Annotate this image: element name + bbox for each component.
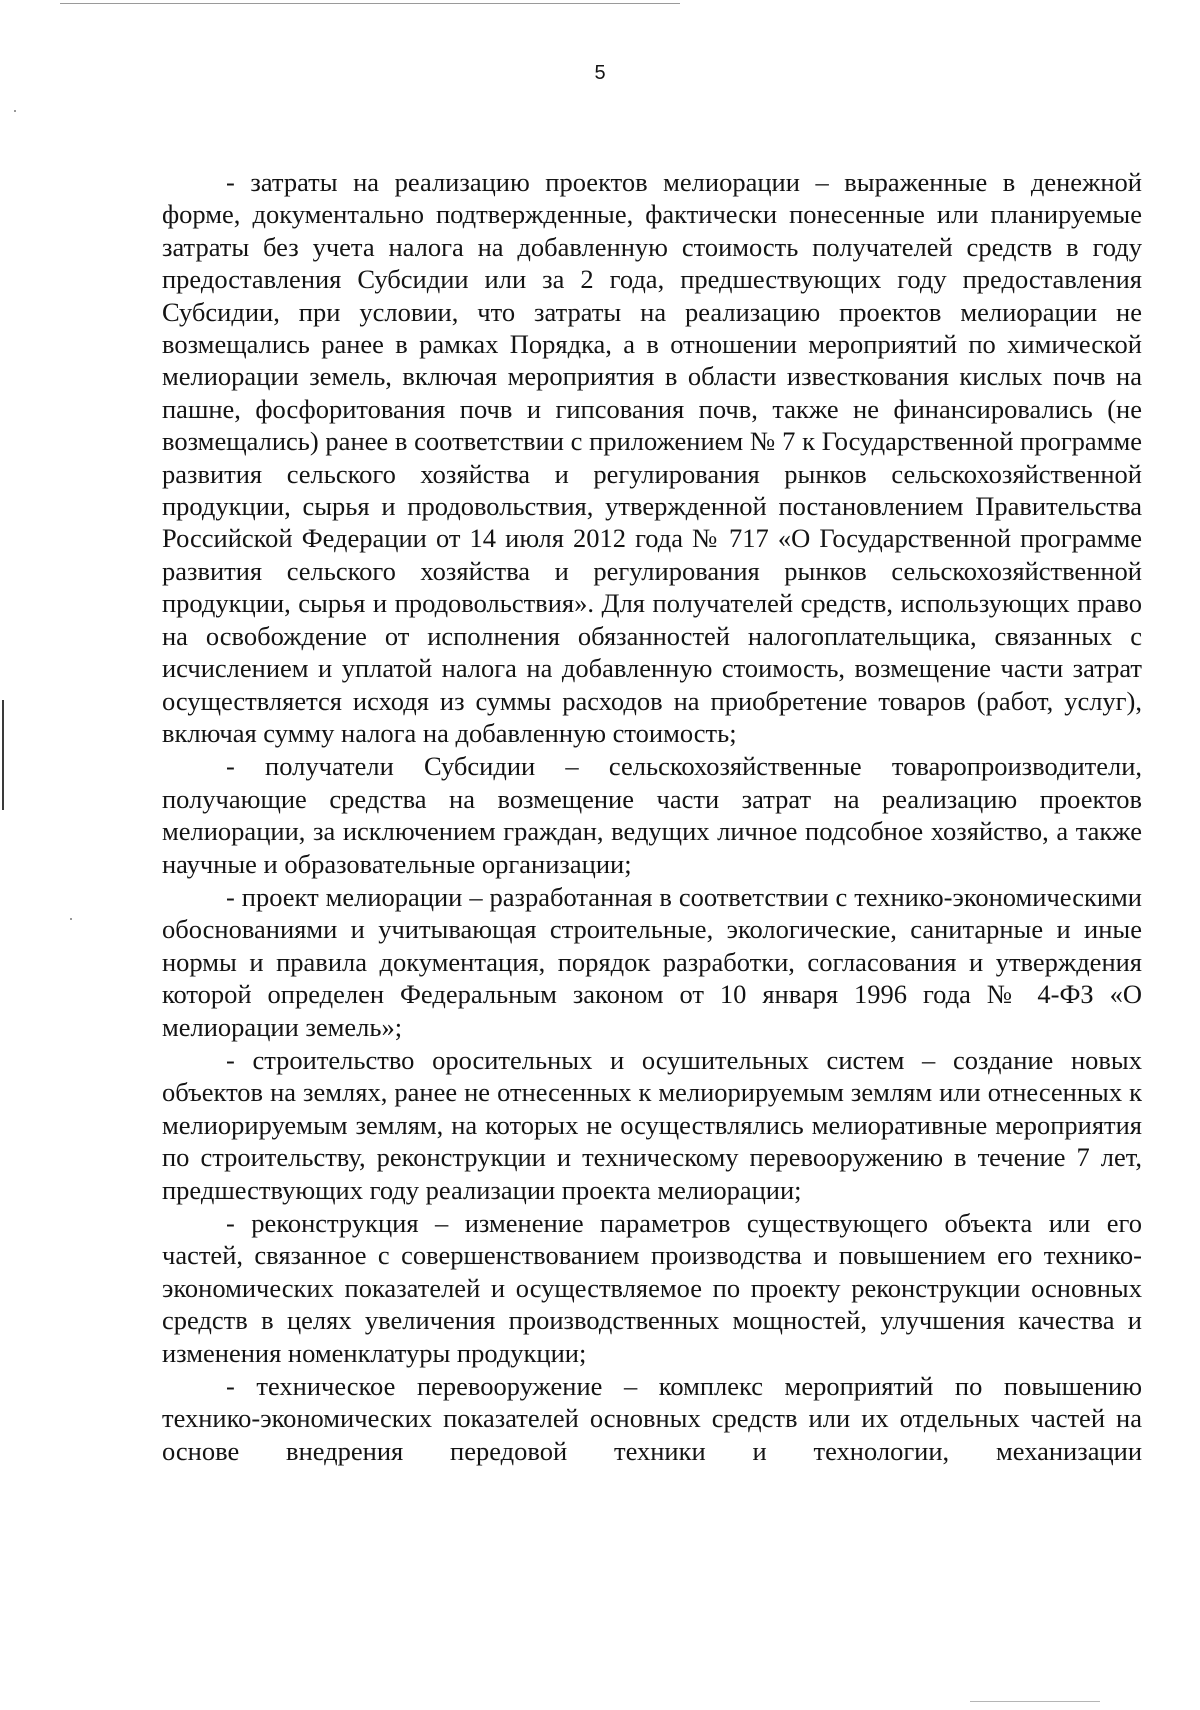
paragraph-subsidy-recipients: - получатели Субсидии – сельскохозяйственные товаропроизводители, получающие средства на возмещение части затрат на реализацию проектов мелиорации, за исключением граждан, ведущих личное подсобное хозяйство, а также научные и образовательные организации; bbox=[162, 751, 1142, 879]
paragraph-technical-reequipment: - техническое перевооружение – комплекс мероприятий по повышению технико-экономических показателей основных средств или их отдельных частей на основе внедрения передовой техники и технологии, механизации bbox=[162, 1371, 1142, 1466]
scan-speck bbox=[14, 110, 16, 112]
paragraph-reconstruction: - реконструкция – изменение параметров существующего объекта или его частей, связанное с совершенствованием производства и повышением его технико-экономических показателей и осуществляемое по проекту реконструкции основных средств в целях увеличения производственных мощностей, улучшения качества и изменения номенклатуры продукции; bbox=[162, 1208, 1142, 1368]
page-number: 5 bbox=[594, 62, 606, 84]
scan-left-edge-mark bbox=[2, 700, 4, 810]
paragraph-melioration-project: - проект мелиорации – разработанная в соответствии с технико-экономическими обоснованиями и учитывающая строительные, экологические, санитарные и иные нормы и правила документация, порядок разработки, согласования и утверждения которой определен Федеральным законом от 10 января 1996 года № 4-ФЗ «О мелиорации земель»; bbox=[162, 881, 1142, 1042]
document-body bbox=[162, 166, 1142, 1467]
paragraph-melioration-costs: - затраты на реализацию проектов мелиорации – выраженные в денежной форме, документально подтвержденные, фактически понесенные или планируемые затраты без учета налога на добавленную стоимость получателей средств в году предоставления Субсидии или за 2 года, предшествующих году предоставления Субсидии, при условии, что затраты на реализацию проектов мелиорации не возмещались ранее в рамках Порядка, а в отношении мероприятий по химической мелиорации земель, включая мероприятия в области известкования кислых почв на пашне, фосфоритования почв и гипсования почв, также не финансировались (не возмещались) ранее в соответствии с приложением № 7 к Государственной программе развития сельского хозяйства и регулирования рынков сельскохозяйственной продукции, сырья и продовольствия, утвержденной постановлением Правительства Российской Федерации от 14 июля 2012 года № 717 «О Государственной программе развития сельского хозяйства и регулирования рынков сельскохозяйственной продукции, сырья и продовольствия». Для получателей средств, использующих право на освобождение от исполнения обязанностей налогоплательщика, связанных с исчислением и уплатой налога на добавленную стоимость, возмещение части затрат осуществляется исходя из суммы расходов на приобретение товаров (работ, услуг), включая сумму налога на добавленную стоимость; bbox=[162, 167, 1142, 748]
paragraph-irrigation-construction: - строительство оросительных и осушительных систем – создание новых объектов на землях, ранее не отнесенных к мелиорируемым землям или отнесенных к мелиорируемым землям, на которых не осуществлялись мелиоративные мероприятия по строительству, реконструкции и техническому перевооружению в течение 7 лет, предшествующих году реализации проекта мелиорации; bbox=[162, 1044, 1142, 1205]
scan-bottom-border bbox=[970, 1701, 1100, 1702]
scan-speck bbox=[70, 918, 72, 920]
scan-top-border bbox=[60, 3, 680, 4]
